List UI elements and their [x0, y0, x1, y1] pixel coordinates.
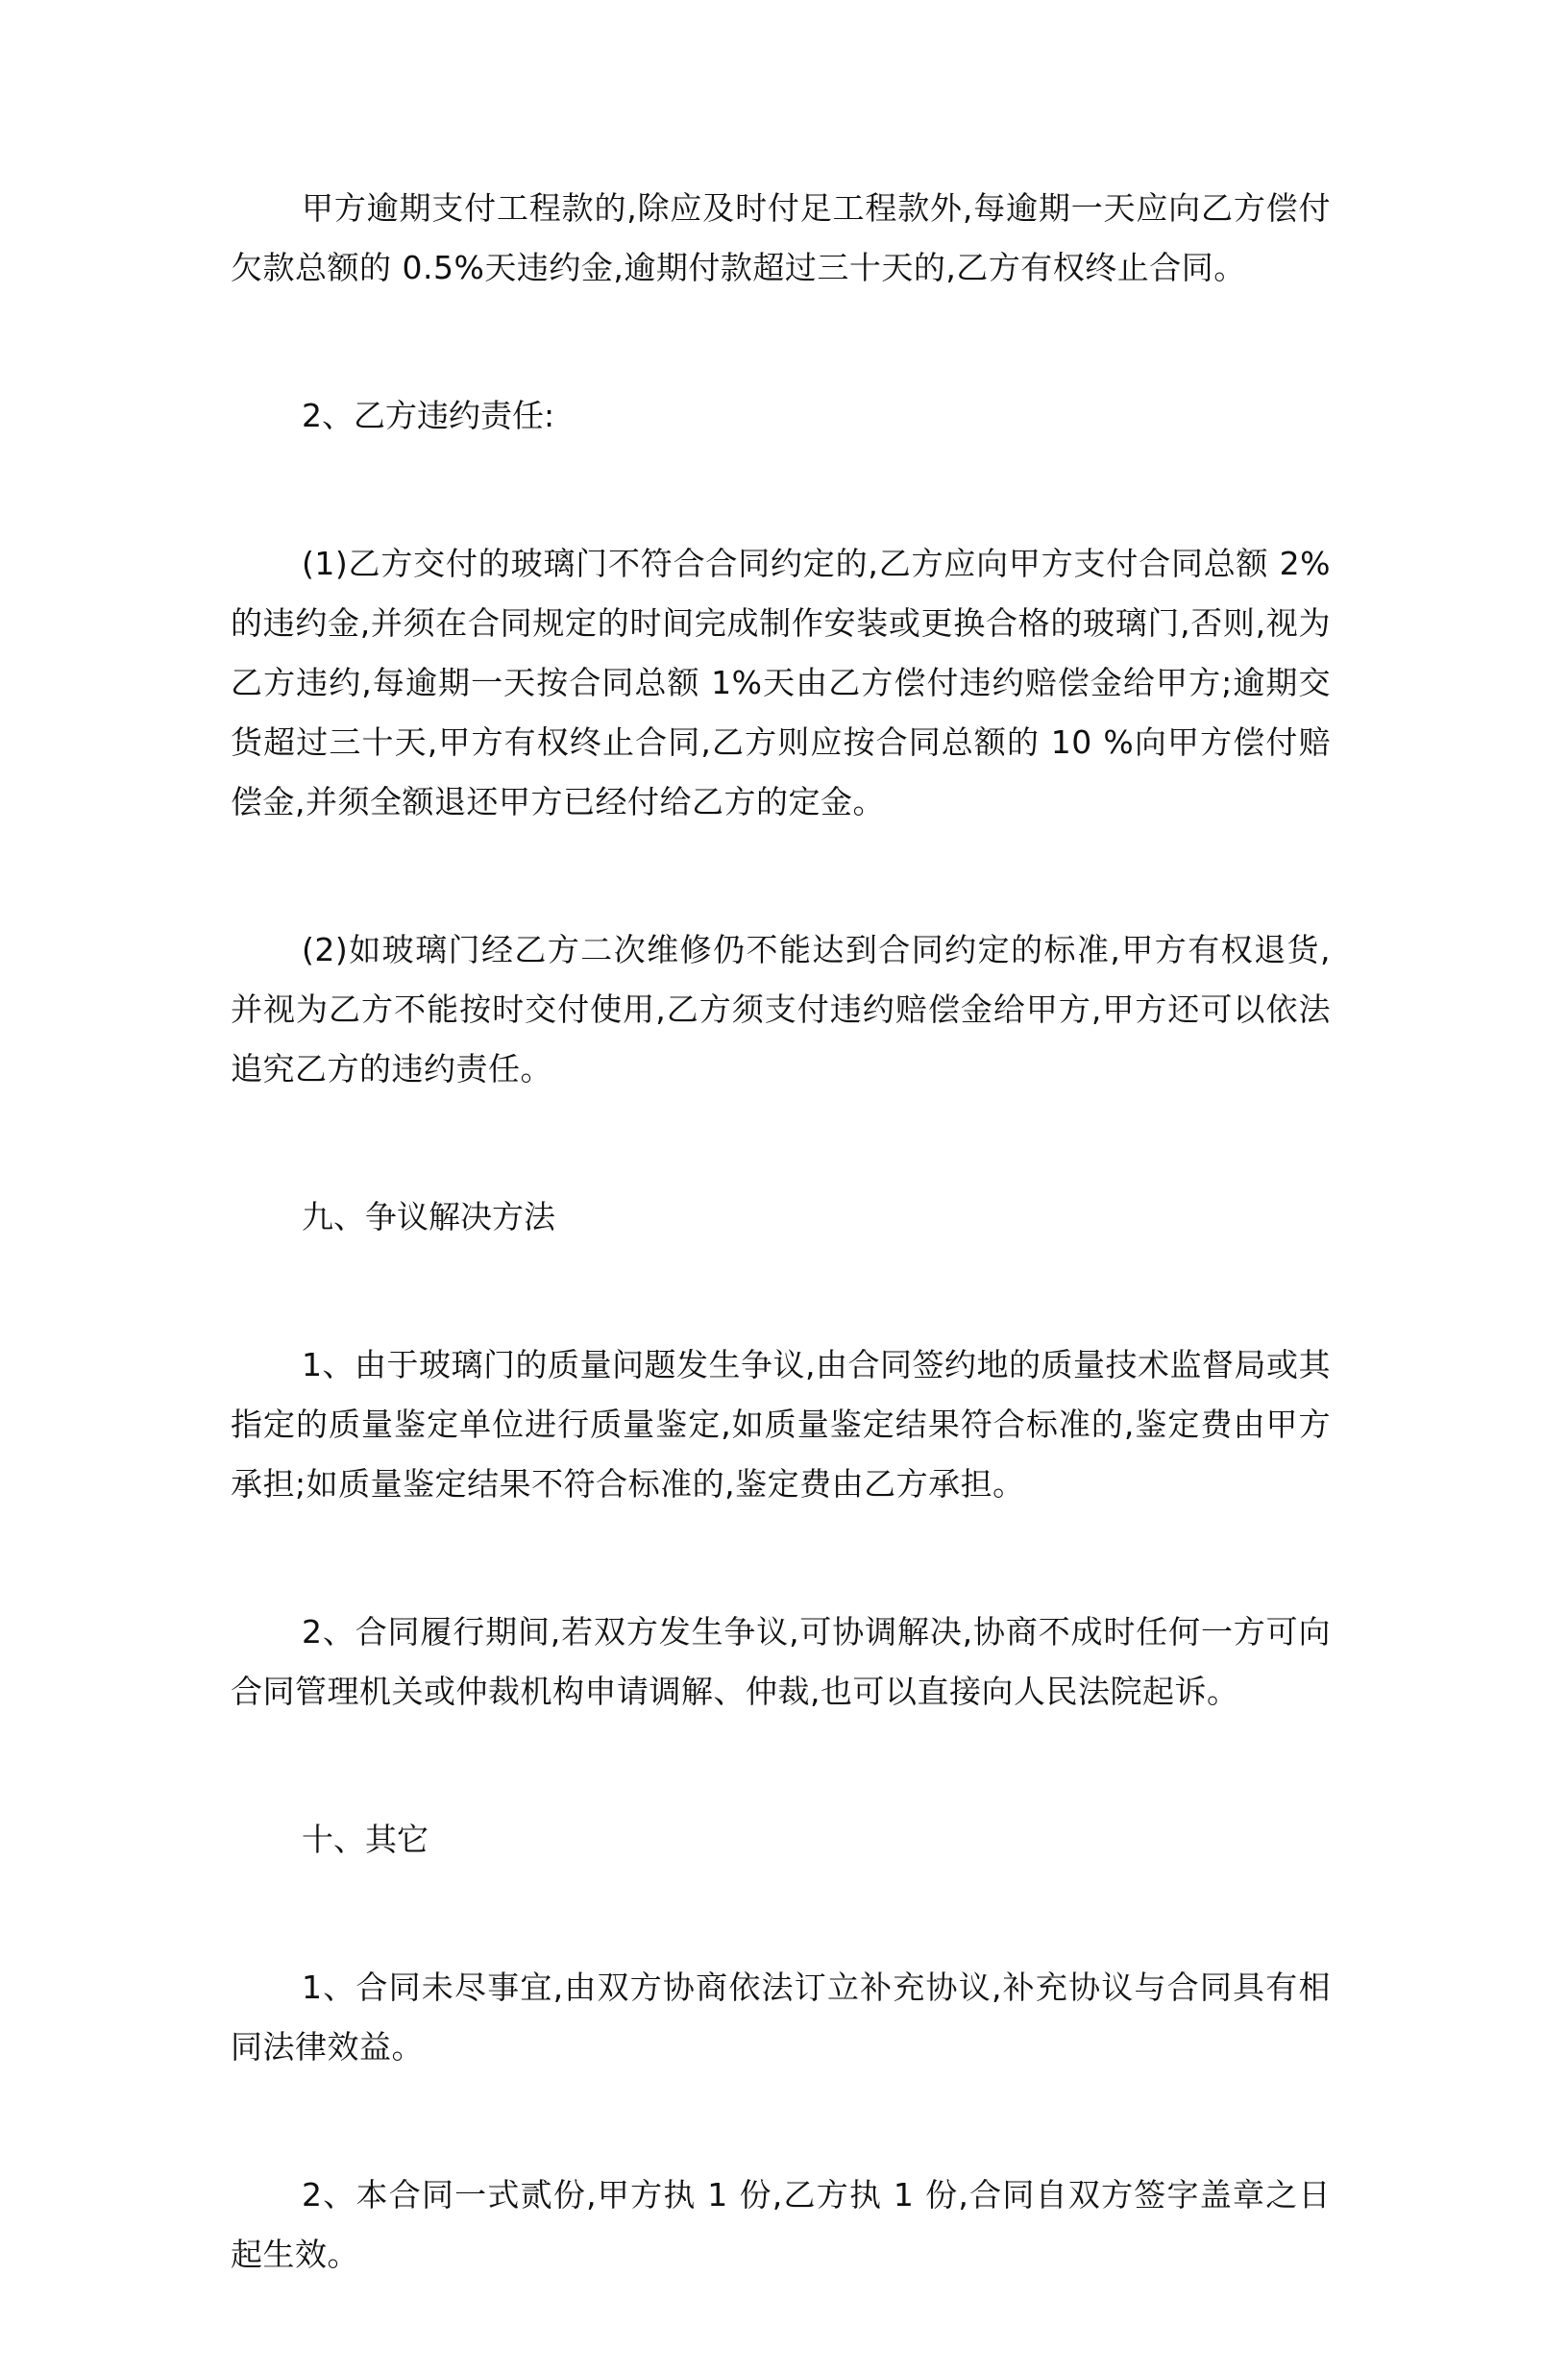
paragraph-b-liability-1: (1)乙方交付的玻璃门不符合合同约定的,乙方应向甲方支付合同总额 2% 的违约金,并须在合同规定的时间完成制作安装或更换合格的玻璃门,否则,视为乙方违约,每逾期一天按合同总额 1%天由乙方偿付违约赔偿金给甲方;逾期交货超过三十天,甲方有权终止合同,乙方则应按合同总额的 10 %向甲方偿付赔偿金,并须全额退还甲方已经付给乙方的定金。 [231, 545, 1331, 820]
document-page [231, 179, 1331, 2373]
paragraph-late-payment: 甲方逾期支付工程款的,除应及时付足工程款外,每逾期一天应向乙方偿付欠款总额的 0.5%天违约金,逾期付款超过三十天的,乙方有权终止合同。 [231, 189, 1331, 286]
paragraph-others-2: 2、本合同一式贰份,甲方执 1 份,乙方执 1 份,合同自双方签字盖章之日起生效。 [231, 2176, 1331, 2273]
heading-party-b-liability: 2、乙方违约责任: [302, 397, 555, 434]
paragraph-dispute-2: 2、合同履行期间,若双方发生争议,可协调解决,协商不成时任何一方可向合同管理机关或仲裁机构申请调解、仲裁,也可以直接向人民法院起诉。 [231, 1613, 1331, 1710]
heading-dispute-resolution: 九、争议解决方法 [302, 1198, 555, 1235]
heading-others: 十、其它 [302, 1821, 429, 1858]
paragraph-others-1: 1、合同未尽事宜,由双方协商依法订立补充协议,补充协议与合同具有相同法律效益。 [231, 1969, 1331, 2066]
paragraph-dispute-1: 1、由于玻璃门的质量问题发生争议,由合同签约地的质量技术监督局或其指定的质量鉴定单位进行质量鉴定,如质量鉴定结果符合标准的,鉴定费由甲方承担;如质量鉴定结果不符合标准的,鉴定费由乙方承担。 [231, 1346, 1331, 1503]
paragraph-b-liability-2: (2)如玻璃门经乙方二次维修仍不能达到合同约定的标准,甲方有权退货,并视为乙方不能按时交付使用,乙方须支付违约赔偿金给甲方,甲方还可以依法追究乙方的违约责任。 [231, 931, 1331, 1088]
